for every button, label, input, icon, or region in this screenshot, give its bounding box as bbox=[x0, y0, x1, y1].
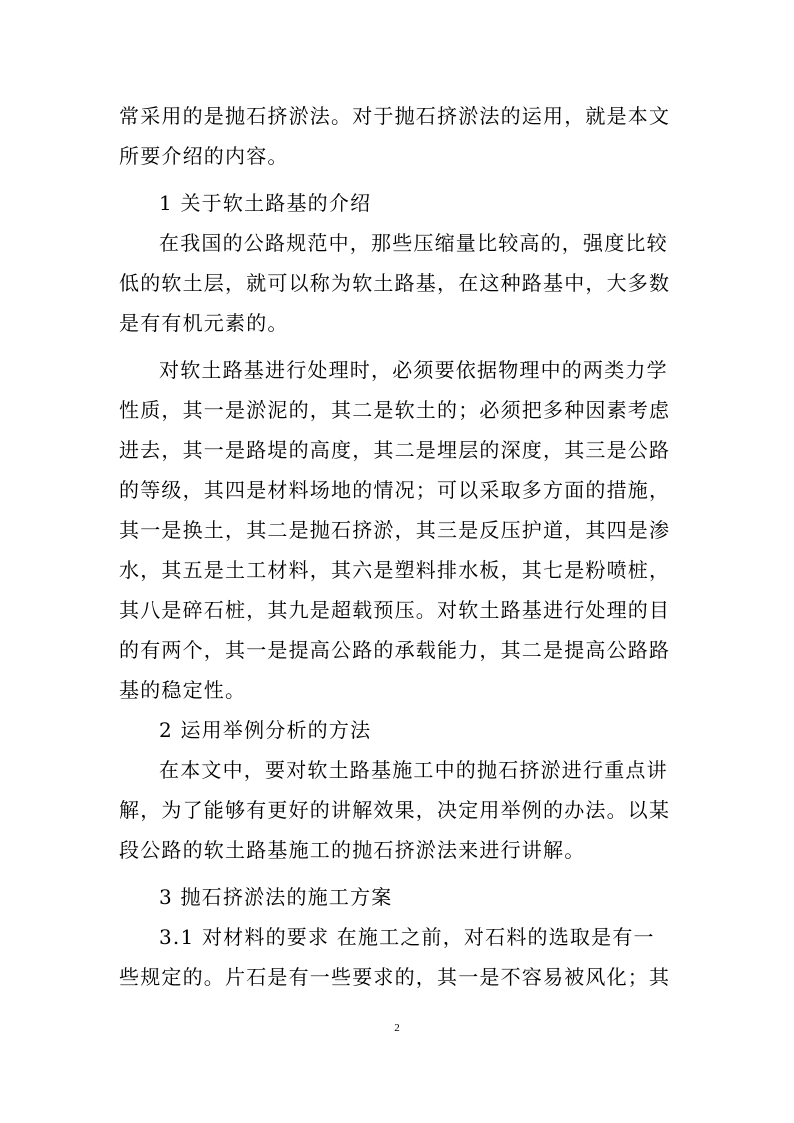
paragraph-line: 对软土路基进行处理时，必须要依据物理中的两类力学 bbox=[159, 358, 668, 382]
paragraph-line: 常采用的是抛石挤淤法。对于抛石挤淤法的运用，就是本文 bbox=[119, 104, 671, 128]
paragraph-line: 的等级，其四是材料场地的情况；可以采取多方面的措施， bbox=[119, 478, 671, 502]
section-heading-3: 3 抛石挤淤法的施工方案 bbox=[159, 885, 393, 909]
paragraph-line: 段公路的软土路基施工的抛石挤淤法来进行讲解。 bbox=[119, 838, 586, 862]
paragraph-line: 进去，其一是路堤的高度，其二是埋层的深度，其三是公路 bbox=[119, 438, 671, 462]
paragraph-line: 水，其五是土工材料，其六是塑料排水板，其七是粉喷桩， bbox=[119, 558, 671, 582]
paragraph-line: 是有有机元素的。 bbox=[119, 311, 289, 335]
paragraph-line: 些规定的。片石是有一些要求的，其一是不容易被风化；其 bbox=[119, 965, 671, 989]
paragraph-line: 基的稳定性。 bbox=[119, 678, 247, 702]
section-heading-2: 2 运用举例分析的方法 bbox=[159, 718, 372, 742]
paragraph-line: 其一是换土，其二是抛石挤淤，其三是反压护道，其四是渗 bbox=[119, 518, 671, 542]
page-number: 2 bbox=[394, 1022, 400, 1034]
paragraph-line: 所要介绍的内容。 bbox=[119, 144, 289, 168]
paragraph-line: 低的软土层，就可以称为软土路基，在这种路基中，大多数 bbox=[119, 271, 671, 295]
paragraph-line: 的有两个，其一是提高公路的承载能力，其二是提高公路路 bbox=[119, 638, 671, 662]
paragraph-line: 解，为了能够有更好的讲解效果，决定用举例的办法。以某 bbox=[119, 798, 671, 822]
paragraph-line: 在本文中，要对软土路基施工中的抛石挤淤进行重点讲 bbox=[159, 758, 668, 782]
paragraph-line: 其八是碎石桩，其九是超载预压。对软土路基进行处理的目 bbox=[119, 598, 671, 622]
paragraph-line: 性质，其一是淤泥的，其二是软土的；必须把多种因素考虑 bbox=[119, 398, 671, 422]
section-heading-1: 1 关于软土路基的介绍 bbox=[159, 191, 372, 215]
paragraph-line: 在我国的公路规范中，那些压缩量比较高的，强度比较 bbox=[159, 231, 668, 255]
body-text bbox=[119, 96, 679, 997]
paragraph-line: 3.1 对材料的要求 在施工之前，对石料的选取是有一 bbox=[159, 925, 655, 949]
